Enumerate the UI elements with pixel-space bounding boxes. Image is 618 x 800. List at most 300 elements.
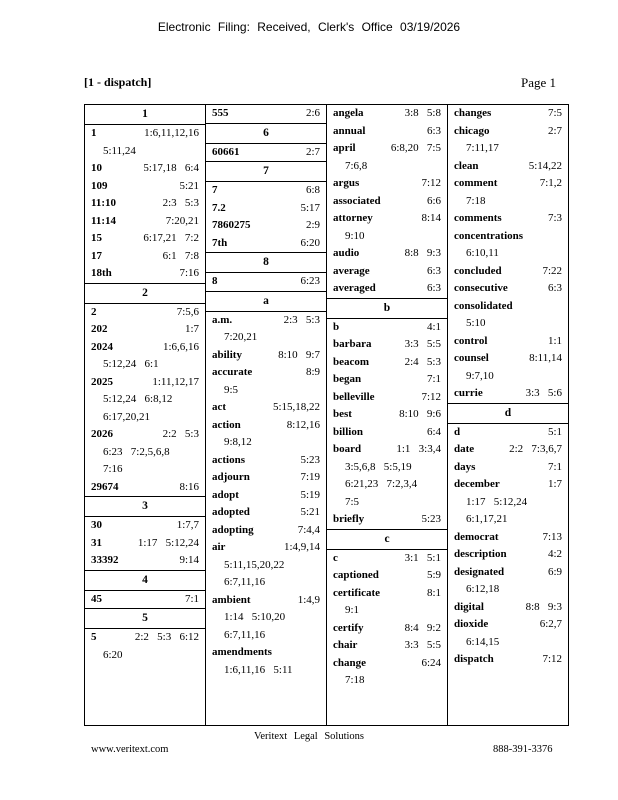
index-word: april [333, 142, 356, 154]
index-entry [327, 389, 447, 407]
page-line-refs: 5:17,18 6:4 [143, 162, 199, 174]
index-word: days [454, 460, 476, 473]
page-line-refs: 3:8 5:8 [404, 107, 441, 119]
index-entry [327, 424, 447, 442]
page-line-refs: 6:20 [300, 236, 320, 249]
page-line-refs: 5:1 [547, 425, 562, 438]
page-line-refs: 6:1,17,21 [466, 513, 508, 525]
page-line-refs: 5:15,18,22 [272, 401, 320, 413]
page-line-refs: 7:12 [421, 390, 441, 403]
index-entry [327, 441, 447, 511]
page-line-refs: 8:10 9:6 [399, 408, 441, 420]
index-word: chair [333, 639, 358, 651]
page-line-refs: 1:4,9,14 [283, 541, 320, 553]
index-word: attorney [333, 212, 373, 224]
page-line-refs: 4:1 [426, 320, 441, 333]
page-line-refs: 6:12,18 [466, 583, 500, 595]
index-entry [327, 210, 447, 245]
index-word: 11:14 [91, 214, 117, 227]
section-heading: b [327, 298, 447, 319]
section-heading: 3 [85, 496, 205, 517]
index-word: changes [454, 107, 492, 119]
index-entry [327, 319, 447, 337]
index-word: description [454, 548, 507, 560]
index-word: began [333, 373, 362, 385]
page-line-refs: 1:1 3:3,4 [396, 443, 441, 455]
page-line-refs: 8:10 9:7 [278, 348, 320, 361]
page-line-refs: 1:1 [547, 334, 562, 347]
page-line-refs: 3:5,6,8 5:5,19 [345, 460, 412, 473]
page-line-refs: 7:1 [547, 460, 562, 473]
page-line-refs: 2:9 [305, 219, 320, 231]
index-word: 60661 [212, 145, 240, 158]
index-entry [206, 644, 326, 679]
page-line-refs: 6:3 [547, 282, 562, 294]
page-line-refs: 5:11,15,20,22 [224, 558, 285, 571]
index-word: 30 [91, 519, 102, 531]
section-heading: 1 [85, 105, 205, 125]
index-word: belleville [333, 390, 375, 403]
page-line-refs: 6:9 [547, 565, 562, 578]
index-word: associated [333, 194, 381, 207]
index-word: 2026 [91, 428, 113, 440]
index-word: 15 [91, 232, 102, 244]
index-word: 45 [91, 592, 102, 605]
index-word: control [454, 334, 488, 347]
index-entry [206, 522, 326, 540]
index-entry [85, 265, 205, 283]
page-line-refs: 7:20,21 [165, 214, 199, 227]
index-entry [85, 230, 205, 248]
index-entry [448, 105, 568, 123]
index-entry [85, 160, 205, 178]
index-word: briefly [333, 513, 365, 525]
index-word: 33392 [91, 554, 119, 566]
index-word: a.m. [212, 313, 233, 326]
page-line-refs: 1:6,6,16 [162, 340, 199, 353]
index-word: beacom [333, 355, 370, 368]
page-line-refs: 2:3 5:3 [283, 313, 320, 326]
index-column [206, 105, 327, 725]
document-label: [1 - dispatch] [84, 75, 152, 89]
index-word: angela [333, 107, 364, 119]
page-line-refs: 7:5,6 [176, 305, 199, 318]
index-word: 7860275 [212, 219, 251, 231]
index-word: 7 [212, 184, 218, 196]
page-line-refs: 6:8,20 7:5 [390, 142, 441, 154]
page-line-refs: 3:1 5:1 [404, 551, 441, 564]
index-word: clean [454, 159, 479, 172]
index-entry [85, 178, 205, 196]
index-word: concentrations [454, 229, 524, 242]
section-heading: 5 [85, 608, 205, 629]
index-word: 2 [91, 305, 97, 318]
page-line-refs: 1:14 5:10,20 [224, 611, 286, 623]
index-word: change [333, 656, 366, 669]
index-entry [85, 535, 205, 553]
index-entry [327, 245, 447, 263]
section-heading: d [448, 403, 568, 424]
page-line-refs: 5:14,22 [528, 159, 562, 172]
index-entry [85, 629, 205, 664]
index-entry [448, 441, 568, 459]
index-word: comment [454, 177, 498, 189]
page-line-refs: 7:22 [542, 264, 562, 277]
index-entry [448, 123, 568, 158]
index-word: dispatch [454, 653, 494, 665]
page-line-refs: 9:14 [179, 554, 199, 566]
index-entry [448, 546, 568, 564]
page-line-refs: 1:7 [184, 323, 199, 335]
page-line-refs: 5:19 [300, 488, 320, 501]
page-line-refs: 7:18 [345, 674, 365, 686]
index-word: counsel [454, 352, 489, 364]
index-entry [448, 564, 568, 599]
page-line-refs: 7:5 [345, 495, 360, 508]
section-heading: 4 [85, 570, 205, 591]
page-line-refs: 5:10 [466, 317, 486, 329]
index-entry [448, 158, 568, 176]
index-entry [206, 469, 326, 487]
index-entry [206, 182, 326, 200]
index-word: actions [212, 453, 245, 466]
page-line-refs: 8:1 [426, 586, 441, 599]
page-line-refs: 3:3 5:5 [404, 639, 441, 651]
index-word: best [333, 408, 352, 420]
index-entry [85, 339, 205, 374]
page-line-refs: 1:17 5:12,24 [466, 495, 528, 508]
index-word: board [333, 443, 362, 455]
page-line-refs: 9:5 [224, 383, 239, 396]
index-entry [206, 592, 326, 645]
index-word: concluded [454, 264, 502, 277]
page-line-refs: 6:17,21 7:2 [143, 232, 199, 244]
index-word: comments [454, 212, 502, 224]
index-entry [327, 655, 447, 690]
page-line-refs: 8:16 [179, 480, 199, 493]
index-word: 18th [91, 267, 112, 279]
index-entry [85, 517, 205, 535]
index-entry [448, 175, 568, 210]
index-entry [327, 263, 447, 281]
page-line-refs: 7:12 [542, 653, 562, 665]
index-word: ability [212, 348, 242, 361]
index-entry [85, 479, 205, 497]
page-number: Page 1 [521, 75, 557, 90]
index-entry [85, 552, 205, 570]
index-entry [448, 529, 568, 547]
index-word: billion [333, 425, 363, 438]
page-line-refs: 6:17,20,21 [103, 410, 151, 423]
index-column [85, 105, 206, 725]
index-word: 2024 [91, 340, 113, 353]
index-word: chicago [454, 124, 490, 137]
page-line-refs: 6:3 [426, 124, 441, 137]
page-line-refs: 3:3 5:6 [525, 387, 562, 399]
index-word: argus [333, 177, 360, 189]
index-entry [206, 487, 326, 505]
page-line-refs: 2:3 5:3 [162, 197, 199, 209]
page-line-refs: 6:3 [426, 282, 441, 294]
page-line-refs: 1:6,11,16 5:11 [224, 663, 293, 676]
index-word: 11:10 [91, 197, 117, 209]
section-heading: 2 [85, 283, 205, 304]
page-line-refs: 2:6 [305, 107, 320, 119]
page-line-refs: 7:12 [421, 177, 441, 189]
index-entry [206, 273, 326, 291]
index-entry [85, 374, 205, 427]
index-entry [85, 591, 205, 609]
section-heading: 7 [206, 161, 326, 182]
page-line-refs: 5:9 [426, 569, 441, 581]
index-entry [327, 406, 447, 424]
index-word: currie [454, 387, 483, 399]
index-entry [85, 195, 205, 213]
index-entry [448, 385, 568, 403]
index-entry [327, 123, 447, 141]
page-line-refs: 7:1 [426, 373, 441, 385]
index-word: date [454, 443, 475, 455]
page-line-refs: 3:3 5:5 [404, 338, 441, 350]
index-entry [206, 504, 326, 522]
page-line-refs: 7:1,2 [539, 177, 562, 189]
index-word: captioned [333, 569, 379, 581]
page-line-refs: 8:11,14 [529, 352, 562, 364]
index-entry [85, 321, 205, 339]
index-word: 8 [212, 275, 218, 287]
page-line-refs: 7:20,21 [224, 331, 258, 343]
page-line-refs: 1:11,12,17 [152, 375, 199, 388]
index-entry [327, 371, 447, 389]
page-line-refs: 7:18 [466, 194, 486, 207]
index-entry [206, 312, 326, 347]
index-entry [327, 620, 447, 638]
index-word: 17 [91, 249, 102, 262]
page-line-refs: 5:17 [300, 201, 320, 214]
index-word: act [212, 401, 227, 413]
index-entry [448, 280, 568, 298]
index-entry [327, 280, 447, 298]
index-entry [448, 210, 568, 228]
page-line-refs: 6:7,11,16 [224, 576, 266, 588]
index-entry [448, 228, 568, 263]
page-line-refs: 6:6 [426, 194, 441, 207]
index-word: c [333, 551, 338, 564]
index-word: 109 [91, 179, 108, 192]
section-heading: 6 [206, 123, 326, 144]
index-word: 7.2 [212, 201, 226, 214]
page-line-refs: 1:17 5:12,24 [137, 536, 199, 549]
index-entry [448, 599, 568, 617]
index-entry [206, 417, 326, 452]
page-line-refs: 5:23 [421, 513, 441, 525]
index-entry [85, 304, 205, 322]
index-entry [448, 616, 568, 651]
index-word: certificate [333, 586, 381, 599]
page-line-refs: 1:6,11,12,16 [144, 127, 199, 139]
page-line-refs: 6:23 [300, 275, 320, 287]
page-line-refs: 8:8 9:3 [404, 247, 441, 259]
section-heading: 8 [206, 252, 326, 273]
index-word: democrat [454, 530, 499, 543]
page-line-refs: 6:14,15 [466, 635, 500, 648]
page-line-refs: 9:10 [345, 229, 365, 242]
index-entry [327, 140, 447, 175]
index-word: 7th [212, 236, 228, 249]
index-word: adjourn [212, 471, 250, 483]
page-line-refs: 6:21,23 7:2,3,4 [345, 478, 418, 490]
page-line-refs: 2:7 [305, 145, 320, 158]
index-entry [85, 248, 205, 266]
index-column [448, 105, 568, 725]
index-word: 555 [212, 107, 229, 119]
index-word: 31 [91, 536, 102, 549]
index-word: december [454, 478, 500, 490]
index-entry [448, 350, 568, 385]
page-line-refs: 8:9 [305, 366, 320, 378]
index-word: adopt [212, 488, 239, 501]
index-word: 5 [91, 631, 97, 643]
index-entry [85, 213, 205, 231]
page-line-refs: 7:16 [103, 463, 123, 475]
index-entry [327, 105, 447, 123]
index-entry [327, 336, 447, 354]
index-entry [206, 452, 326, 470]
page-line-refs: 6:4 [426, 425, 441, 438]
index-word: averaged [333, 282, 376, 294]
page-line-refs: 1:7,7 [176, 519, 199, 531]
index-entry [206, 200, 326, 218]
footer-company: Veritext Legal Solutions [253, 731, 365, 742]
page-line-refs: 2:4 5:3 [404, 355, 441, 368]
index-entry [206, 144, 326, 162]
page-line-refs: 1:7 [547, 478, 562, 490]
index-word: average [333, 264, 370, 277]
page-line-refs: 7:19 [300, 471, 320, 483]
index-entry [327, 567, 447, 585]
page-line-refs: 9:7,10 [466, 369, 494, 382]
index-entry [327, 175, 447, 193]
index-entry [206, 235, 326, 253]
index-word: audio [333, 247, 360, 259]
page-line-refs: 4:2 [547, 548, 562, 560]
page-line-refs: 6:1 7:8 [162, 249, 199, 262]
index-entry [448, 298, 568, 333]
index-word: amendments [212, 646, 272, 658]
index-word: ambient [212, 593, 251, 606]
index-entry [206, 399, 326, 417]
page-line-refs: 1:4,9 [297, 593, 320, 606]
index-entry [206, 105, 326, 123]
index-word: 10 [91, 162, 102, 174]
page-line-refs: 8:4 9:2 [404, 621, 441, 634]
index-entry [85, 426, 205, 479]
index-column [327, 105, 448, 725]
index-entry [206, 217, 326, 235]
page-line-refs: 5:11,24 [103, 144, 136, 157]
page-line-refs: 7:4,4 [297, 523, 320, 536]
page-line-refs: 2:2 5:3 6:12 [134, 631, 199, 643]
index-word: air [212, 541, 226, 553]
page-line-refs: 7:16 [179, 267, 199, 279]
index-word: digital [454, 600, 484, 613]
index-entry [206, 347, 326, 365]
page-line-refs: 6:3 [426, 264, 441, 277]
page-line-refs: 6:20 [103, 648, 123, 661]
page-line-refs: 5:23 [300, 453, 320, 466]
index-entry [448, 459, 568, 477]
page-line-refs: 7:11,17 [466, 142, 499, 154]
index-word: accurate [212, 366, 253, 378]
index-entry [327, 511, 447, 529]
page-line-refs: 7:1 [184, 592, 199, 605]
index-word: adopted [212, 506, 250, 518]
page-line-refs: 5:21 [300, 506, 320, 518]
index-entry [327, 550, 447, 568]
index-entry [448, 424, 568, 442]
page-line-refs: 7:3 [547, 212, 562, 224]
page-line-refs: 6:8 [305, 184, 320, 196]
page-line-refs: 7:5 [547, 107, 562, 119]
page-line-refs: 5:12,24 6:8,12 [103, 393, 173, 405]
page-line-refs: 2:7 [547, 124, 562, 137]
filing-stamp: Electronic Filing: Received, Clerk's Office 03/19/2026 [157, 20, 461, 34]
page-line-refs: 5:12,24 6:1 [103, 358, 159, 370]
index-entry [206, 539, 326, 592]
section-heading: c [327, 529, 447, 550]
index-entry [327, 585, 447, 620]
page-line-refs: 9:8,12 [224, 436, 252, 448]
page-line-refs: 9:1 [345, 604, 360, 616]
footer-website: www.veritext.com [91, 744, 169, 755]
index-entry [448, 333, 568, 351]
page-line-refs: 6:7,11,16 [224, 628, 266, 641]
index-word: action [212, 418, 241, 431]
word-index-grid [84, 104, 569, 726]
page-line-refs: 8:12,16 [286, 418, 320, 431]
footer-phone: 888-391-3376 [493, 744, 553, 755]
page-line-refs: 6:24 [421, 656, 441, 669]
page-line-refs: 7:6,8 [345, 159, 368, 172]
index-entry [85, 125, 205, 160]
page-line-refs: 5:21 [179, 179, 199, 192]
index-entry [448, 263, 568, 281]
index-entry [327, 637, 447, 655]
index-entry [448, 476, 568, 529]
index-word: consolidated [454, 299, 513, 312]
page-line-refs: 8:14 [421, 212, 441, 224]
index-word: b [333, 320, 340, 333]
index-entry [206, 364, 326, 399]
page-line-refs: 6:10,11 [466, 247, 499, 259]
index-word: certify [333, 621, 364, 634]
page-line-refs: 7:13 [542, 530, 562, 543]
index-word: 29674 [91, 480, 119, 493]
index-word: dioxide [454, 618, 489, 630]
index-entry [327, 354, 447, 372]
index-word: 202 [91, 323, 108, 335]
page-line-refs: 6:2,7 [539, 618, 562, 630]
index-word: 2025 [91, 375, 113, 388]
index-entry [448, 651, 568, 669]
index-word: d [454, 425, 461, 438]
page-line-refs: 2:2 5:3 [162, 428, 199, 440]
index-word: designated [454, 565, 505, 578]
index-entry [327, 193, 447, 211]
index-word: annual [333, 124, 366, 137]
section-heading: a [206, 291, 326, 312]
page-line-refs: 6:23 7:2,5,6,8 [103, 445, 170, 458]
